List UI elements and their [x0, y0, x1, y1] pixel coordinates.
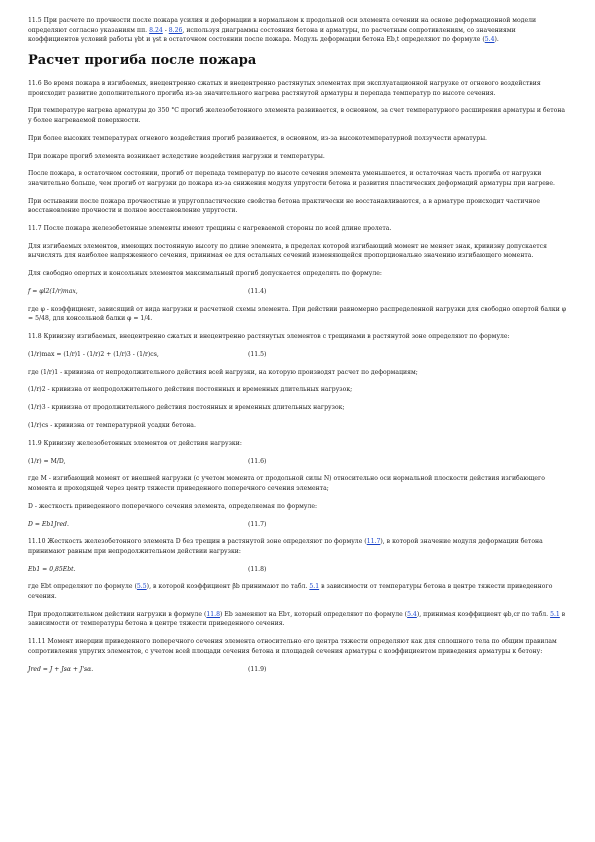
link-formula-5-5[interactable]: 5.5	[136, 583, 147, 591]
paragraph: При остывании после пожара прочностные и упругопластические свойства бетона практически не восстанавливаются, а в арматуре происходит частичное восстановление прочности и полное восстановление упругости.	[28, 197, 540, 215]
formula-11-5: (1/r)max = (1/r)1 - (1/r)2 + (1/r)3 - (1/r)cs, (11.5)	[28, 350, 267, 358]
formula-11-4: f = φl2(1/r)max, (11.4)	[28, 287, 267, 295]
paragraph-11-6: 11.6 Во время пожара в изгибаемых, внецентренно сжатых и внецентренно растянутых элементах при эксплуатационной нагрузке от огневого воздействия происходит развитие дополнительного прогиба из-за значительного нагрева растянутой арматуры и перепада температур по высоте сечения.	[28, 79, 541, 97]
formula-number: (11.7)	[248, 520, 267, 528]
paragraph: При продолжительном действии нагрузки в формуле (11.8) Eb заменяют на Ebτ, который определяют по формуле (5.4), принимая коэффициент φb,cr по табл. 5.1 в зависимости от температуры бетона в центре тяжести приведенного сечения.	[28, 610, 566, 628]
paragraph: Для изгибаемых элементов, имеющих постоянную высоту по длине элемента, в пределах которой изгибающий момент не меняет знак, кривизну допускается вычислять для наиболее напряженного сечения, принимая ее для остальных сечений изменяющейся пропорционально значению изгибающего момента.	[28, 242, 547, 260]
section-heading: Расчет прогиба после пожара	[28, 52, 257, 68]
paragraph-11-11: 11.11 Момент инерции приведенного поперечного сечения элемента относительно его центра тяжести определяют как для сплошного тела по общим правилам сопротивления упругих элементов, с учетом всей площади сечения бетона и площадей сечения арматуры с коэффициентом приведения арматуры к бетону:	[28, 638, 557, 655]
formula-11-8: Eb1 = 0,85Ebt. (11.8)	[28, 565, 267, 573]
paragraph: где M - изгибающий момент от внешней нагрузки (с учетом момента от продольной силы N) относительно оси нормальной плоскости действия изгибающего момента и проходящей через центр тяжести приведенного поперечного сечения элемента;	[28, 475, 545, 492]
formula-number: (11.5)	[248, 350, 267, 358]
link-8-26[interactable]: 8.26	[168, 26, 183, 34]
paragraph-11-5: 11.5 При расчете по прочности после пожара усилия и деформации в нормальном к продольной оси элемента сечении на основе деформационной модели определяют согласно указаниям пп. 8.24 - 8.26, используя диаграммы состояния бетона и арматуры, по расчетным сопротивлениям, со значениями коэффициентов условий работы γbt и γst в остаточном состоянии после пожара. Модуль деформации бетона Eb,t определяют по формуле (5.4).	[28, 17, 537, 44]
link-8-24[interactable]: 8.24	[149, 26, 163, 34]
paragraph: D - жесткость приведенного поперечного сечения элемента, определяемая по формуле:	[28, 502, 318, 510]
link-formula-5-4[interactable]: 5.4	[407, 610, 417, 618]
formula-number: (11.6)	[248, 457, 267, 465]
paragraph-11-9: 11.9 Кривизну железобетонных элементов от действия нагрузки:	[28, 439, 242, 447]
paragraph: При более высоких температурах огневого воздействия прогиб развивается, в основном, из-за высокотемпературной ползучести арматуры.	[28, 134, 488, 142]
paragraph-11-7: 11.7 После пожара железобетонные элементы имеют трещины с нагреваемой стороны по всей длине пролета.	[28, 225, 392, 233]
link-formula-11-8[interactable]: 11.8	[206, 610, 221, 618]
formula-number: (11.9)	[248, 665, 267, 673]
formula-number: (11.4)	[248, 287, 267, 295]
paragraph: (1/r)2 - кривизна от непродолжительного действия постоянных и временных длительных нагрузок;	[28, 386, 353, 394]
link-formula-5-4[interactable]: 5.4	[484, 36, 495, 44]
paragraph: где (1/r)1 - кривизна от непродолжительного действия всей нагрузки, на которую производят расчет по деформациям;	[28, 368, 418, 376]
link-table-5-1[interactable]: 5.1	[550, 610, 560, 618]
paragraph: где φ - коэффициент, зависящий от вида нагрузки и расчетной схемы элемента. При действии равномерно распределенной нагрузки для свободно опертой балки φ = 5/48, для консольной балки φ = 1/4.	[28, 305, 567, 323]
paragraph: где Ebt определяют по формуле (5.5), в которой коэффициент βb принимают по табл. 5.1 в зависимости от температуры бетона в центре тяжести приведенного сечения.	[28, 583, 553, 601]
link-table-5-1[interactable]: 5.1	[309, 583, 320, 591]
paragraph-11-8: 11.8 Кривизну изгибаемых, внецентренно сжатых и внецентренно растянутых элементов с трещинами в растянутой зоне определяют по формуле:	[28, 333, 510, 341]
link-formula-11-7[interactable]: 11.7	[366, 538, 381, 546]
paragraph-11-10: 11.10 Жесткость железобетонного элемента D без трещин в растянутой зоне определяют по формуле (11.7), в которой значение модуля деформации бетона принимают равным при непродолжительном действии нагрузки:	[28, 538, 543, 555]
paragraph: (1/r)cs - кривизна от температурной усадки бетона.	[28, 422, 196, 430]
paragraph: После пожара, в остаточном состоянии, прогиб от перепада температур по высоте сечения элемента уменьшается, и остаточная часть прогиба от нагрузки значительно больше, чем прогиб от нагрузки до пожара из-за снижения модуля упругости бетона и развития пластических деформаций арматуры при нагреве.	[28, 170, 555, 187]
paragraph: При температуре нагрева арматуры до 350 °С прогиб железобетонного элемента развивается, в основном, за счет температурного расширения арматуры и бетона у более нагреваемой поверхности.	[28, 107, 566, 124]
formula-11-7: D = Eb1Jred. (11.7)	[28, 520, 267, 528]
formula-11-9: Jred = J + Jsα + J'sα. (11.9)	[28, 665, 267, 673]
formula-11-6: (1/r) = M/D, (11.6)	[28, 457, 267, 465]
formula-number: (11.8)	[248, 565, 267, 573]
paragraph: При пожаре прогиб элемента возникает вследствие воздействия нагрузки и температуры.	[28, 152, 325, 160]
paragraph: Для свободно опертых и консольных элементов максимальный прогиб допускается определять по формуле:	[28, 270, 382, 278]
document-page	[28, 16, 568, 682]
paragraph: (1/r)3 - кривизна от продолжительного действия постоянных и временных длительных нагрузок;	[28, 404, 345, 412]
